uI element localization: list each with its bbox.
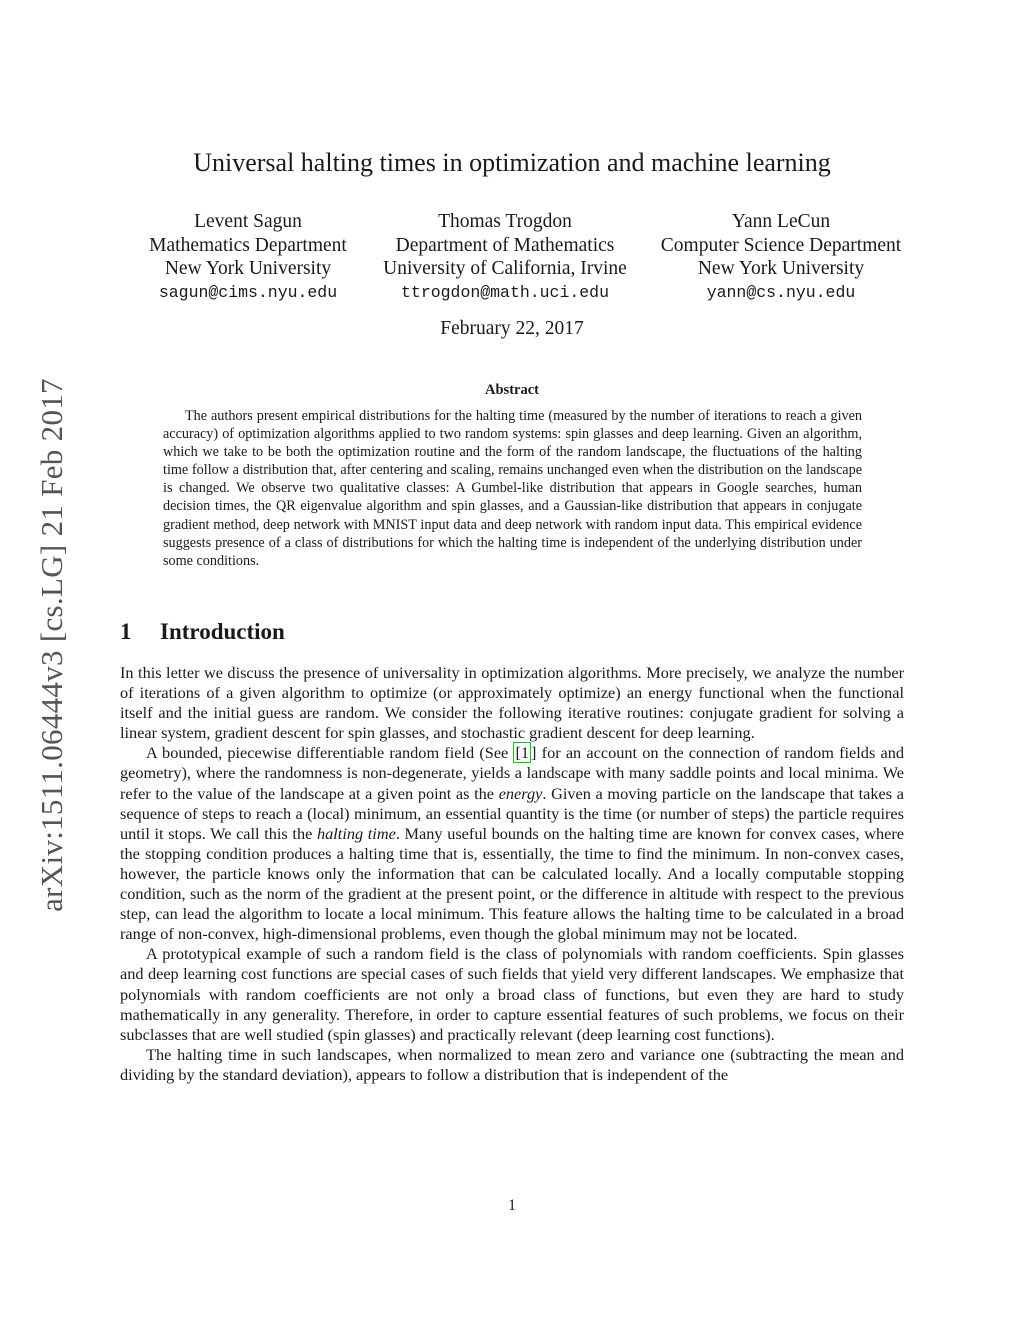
author-email: yann@cs.nyu.edu [706, 282, 856, 302]
author-email: sagun@cims.nyu.edu [158, 282, 338, 302]
section-heading [120, 619, 285, 645]
paragraph-1: In this letter we discuss the presence of universality in optimization algorithms. More precisely, we analyze the number of iterations of a given algorithm to optimize (or approximately optimize) an energy functional when the functional itself and the initial guess are random. We consider the following iterative routines: conjugate gradient for solving a linear system, gradient descent for spin glasses, and stochastic gradient descent for deep learning. [120, 663, 904, 743]
author-affiliation: New York University [697, 258, 865, 279]
author-1 [149, 210, 347, 304]
section-number: 1 [120, 619, 132, 644]
page-number: 1 [508, 1197, 516, 1214]
paragraph-2-text-b: ] for an account on the connection of random fields and geometry), where the randomness is non-degenerate, yields a landscape with many saddle points and local minima. We refer to the value of the landscape at a given point as the [120, 743, 904, 803]
paper-title: Universal halting times in optimization and machine learning [193, 148, 831, 177]
paragraph-3: A prototypical example of such a random field is the class of polynomials with random coefficients. Spin glasses and deep learning cost functions are special cases of such fields that yield very different landscapes. We emphasize that polynomials with random coefficients are not only a broad class of functions, but even they are hard to study mathematically in any generality. Therefore, in order to capture essential features of such problems, we focus on their subclasses that are well studied (spin glasses) and practically relevant (deep learning cost functions). [120, 944, 904, 1044]
abstract-text: The authors present empirical distributions for the halting time (measured by the number of iterations to reach a given accuracy) of optimization algorithms applied to two random systems: spin glasses and deep learning. Given an algorithm, which we take to be both the optimization routine and the form of the random landscape, the fluctuations of the halting time follow a distribution that, after centering and scaling, remains unchanged even when the distribution on the landscape is changed. We observe two qualitative classes: A Gumbel-like distribution that appears in Google searches, human decision times, the QR eigenvalue algorithm and spin glasses, and a Gaussian-like distribution that appears in conjugate gradient method, deep network with MNIST input data and deep network with random input data. This empirical evidence suggests presence of a class of distributions for which the halting time is independent of the underlying distribution under some conditions. [163, 408, 862, 569]
emphasis-halting-time: halting time [316, 823, 396, 843]
author-affiliation: University of California, Irvine [383, 258, 627, 279]
section-title: Introduction [160, 619, 285, 644]
author-email: ttrogdon@math.uci.edu [401, 282, 609, 302]
citation-number: 1 [520, 743, 530, 763]
author-name: Levent Sagun [194, 211, 302, 232]
author-department: Computer Science Department [660, 234, 902, 256]
paper-date: February 22, 2017 [440, 318, 584, 339]
paragraph-2-text-c: . Given a moving particle on the landscape that takes a sequence of steps to reach a (local) minimum, an essential quantity is the time (or number of steps) the particle requires until it stops. We call this the [120, 783, 904, 843]
abstract-heading: Abstract [485, 382, 539, 398]
author-2 [383, 210, 627, 304]
author-department: Department of Mathematics [395, 234, 615, 256]
author-affiliation: New York University [164, 258, 332, 279]
paragraph-4: The halting time in such landscapes, when normalized to mean zero and variance one (subtracting the mean and dividing by the standard deviation), appears to follow a distribution that is independent of the [120, 1044, 904, 1084]
citation-link[interactable]: [1 [515, 743, 530, 763]
paragraph-2 [120, 743, 904, 944]
author-name: Yann LeCun [731, 211, 831, 232]
emphasis-energy: energy [498, 783, 543, 803]
arxiv-identifier: arXiv:1511.06444v3 [cs.LG] 21 Feb 2017 [34, 378, 69, 912]
author-name: Thomas Trogdon [438, 211, 572, 232]
paragraph-2-text-d: . Many useful bounds on the halting time are known for convex cases, where the stopping condition produces a halting time that is, essentially, the time to find the minimum. In non-convex cases, however, the particle knows only the information that can be calculated locally. And a locally computable stopping condition, such as the norm of the gradient at the present point, or the difference in altitude with respect to the previous step, can lead the algorithm to locate a local minimum. This feature allows the halting time to be calculated in a broad range of non-convex, high-dimensional problems, even though the global minimum may not be located. [120, 823, 904, 944]
paragraph-2-text-a: A bounded, piecewise differentiable random field (See [146, 743, 514, 763]
author-3 [661, 210, 901, 304]
section-body [120, 663, 904, 1085]
author-department: Mathematics Department [149, 234, 347, 256]
